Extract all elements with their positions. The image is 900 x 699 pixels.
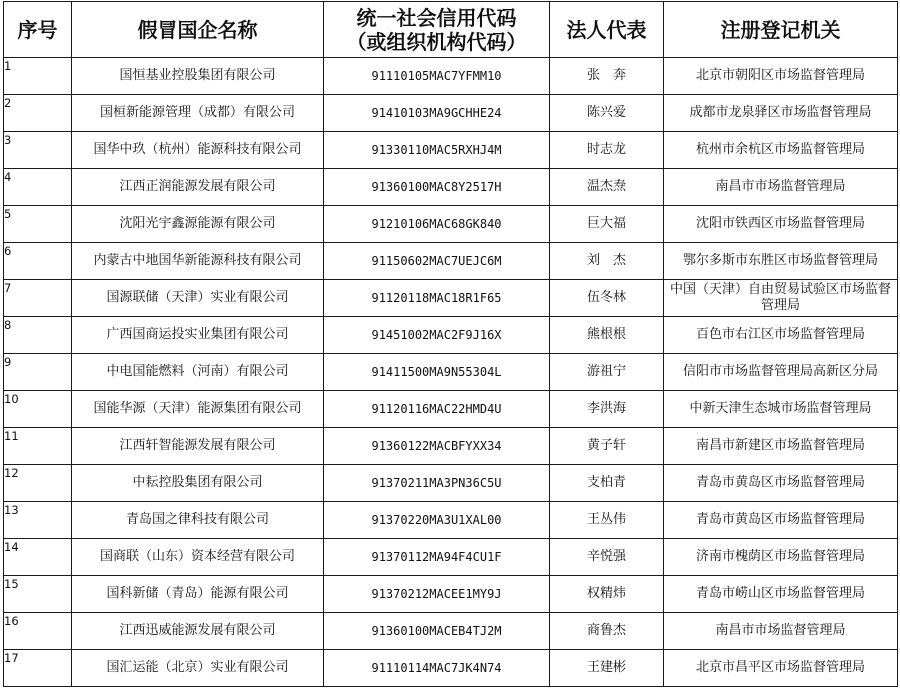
cell-credit-code: 91210106MAC68GK840 [324,206,550,243]
table-row [4,354,898,391]
cell-company: 国汇运能（北京）实业有限公司 [72,650,324,687]
table-row [4,243,898,280]
cell-authority: 中新天津生态城市场监督管理局 [664,391,898,428]
cell-legal-rep: 温杰焘 [550,169,664,206]
cell-authority: 青岛市黄岛区市场监督管理局 [664,465,898,502]
cell-index: 10 [4,391,72,428]
cell-index: 6 [4,243,72,280]
cell-company: 国科新储（青岛）能源有限公司 [72,576,324,613]
header-code-line1: 统一社会信用代码 [356,5,517,30]
cell-company: 中耘控股集团有限公司 [72,465,324,502]
cell-authority: 信阳市市场监督管理局高新区分局 [664,354,898,391]
cell-company: 江西迅威能源发展有限公司 [72,613,324,650]
cell-index: 5 [4,206,72,243]
cell-legal-rep: 商鲁杰 [550,613,664,650]
table-row [4,428,898,465]
cell-authority: 北京市朝阳区市场监督管理局 [664,58,898,95]
cell-authority: 杭州市余杭区市场监督管理局 [664,132,898,169]
cell-company: 国能华源（天津）能源集团有限公司 [72,391,324,428]
cell-company: 江西正润能源发展有限公司 [72,169,324,206]
cell-credit-code: 91120116MAC22HMD4U [324,391,550,428]
cell-credit-code: 91360100MAC8Y2517H [324,169,550,206]
cell-credit-code: 91370211MA3PN36C5U [324,465,550,502]
cell-authority: 中国（天津）自由贸易试验区市场监督管理局 [664,280,898,317]
cell-credit-code: 91370220MA3U1XAL00 [324,502,550,539]
cell-legal-rep: 熊根根 [550,317,664,354]
cell-credit-code: 91120118MAC18R1F65 [324,280,550,317]
table-row [4,613,898,650]
cell-index: 8 [4,317,72,354]
table-row [4,317,898,354]
cell-legal-rep: 张 奔 [550,58,664,95]
cell-authority: 南昌市市场监督管理局 [664,169,898,206]
header-company: 假冒国企名称 [72,2,324,58]
table-row [4,391,898,428]
cell-credit-code: 91370112MA94F4CU1F [324,539,550,576]
cell-legal-rep: 王丛伟 [550,502,664,539]
cell-credit-code: 91451002MAC2F9J16X [324,317,550,354]
table-row [4,132,898,169]
header-authority: 注册登记机关 [664,2,898,58]
cell-company: 内蒙古中地国华新能源科技有限公司 [72,243,324,280]
cell-company: 中电国能燃料（河南）有限公司 [72,354,324,391]
header-row [4,2,898,58]
cell-legal-rep: 巨大福 [550,206,664,243]
cell-legal-rep: 时志龙 [550,132,664,169]
cell-index: 4 [4,169,72,206]
cell-index: 1 [4,58,72,95]
cell-company: 青岛国之律科技有限公司 [72,502,324,539]
cell-credit-code: 91360122MACBFYXX34 [324,428,550,465]
header-code-line2: （或组织机构代码） [346,29,527,54]
cell-authority: 百色市右江区市场监督管理局 [664,317,898,354]
header-index: 序号 [4,2,72,58]
cell-legal-rep: 刘 杰 [550,243,664,280]
cell-index: 7 [4,280,72,317]
cell-index: 13 [4,502,72,539]
cell-authority: 青岛市黄岛区市场监督管理局 [664,502,898,539]
cell-legal-rep: 权精炜 [550,576,664,613]
cell-credit-code: 91330110MAC5RXHJ4M [324,132,550,169]
fake-soe-table [3,1,898,687]
cell-credit-code: 91360100MACEB4TJ2M [324,613,550,650]
cell-index: 16 [4,613,72,650]
table-row [4,539,898,576]
cell-authority: 青岛市崂山区市场监督管理局 [664,576,898,613]
cell-index: 12 [4,465,72,502]
cell-index: 15 [4,576,72,613]
table-row [4,502,898,539]
cell-authority: 沈阳市铁西区市场监督管理局 [664,206,898,243]
header-legal-rep: 法人代表 [550,2,664,58]
table-row [4,95,898,132]
cell-authority: 鄂尔多斯市东胜区市场监督管理局 [664,243,898,280]
cell-authority: 南昌市新建区市场监督管理局 [664,428,898,465]
cell-credit-code: 91410103MA9GCHHE24 [324,95,550,132]
cell-credit-code: 91370212MACEE1MY9J [324,576,550,613]
cell-legal-rep: 黄子轩 [550,428,664,465]
cell-authority: 南昌市市场监督管理局 [664,613,898,650]
cell-credit-code: 91110114MAC7JK4N74 [324,650,550,687]
cell-legal-rep: 辛悦强 [550,539,664,576]
cell-index: 11 [4,428,72,465]
cell-company: 国源联储（天津）实业有限公司 [72,280,324,317]
cell-company: 国恒基业控股集团有限公司 [72,58,324,95]
table-row [4,650,898,687]
cell-company: 广西国商运投实业集团有限公司 [72,317,324,354]
cell-credit-code: 91411500MA9N55304L [324,354,550,391]
cell-authority: 成都市龙泉驿区市场监督管理局 [664,95,898,132]
cell-company: 国商联（山东）资本经营有限公司 [72,539,324,576]
cell-company: 江西轩智能源发展有限公司 [72,428,324,465]
table-row [4,576,898,613]
table-row [4,280,898,317]
cell-index: 14 [4,539,72,576]
cell-index: 9 [4,354,72,391]
cell-index: 2 [4,95,72,132]
table-row [4,169,898,206]
cell-legal-rep: 支柏青 [550,465,664,502]
cell-company: 国桓新能源管理（成都）有限公司 [72,95,324,132]
cell-credit-code: 91110105MAC7YFMM10 [324,58,550,95]
cell-legal-rep: 陈兴爱 [550,95,664,132]
cell-index: 17 [4,650,72,687]
cell-company: 国华中玖（杭州）能源科技有限公司 [72,132,324,169]
cell-legal-rep: 李洪海 [550,391,664,428]
cell-legal-rep: 伍冬林 [550,280,664,317]
cell-company: 沈阳光宇鑫源能源有限公司 [72,206,324,243]
cell-legal-rep: 王建彬 [550,650,664,687]
cell-authority: 北京市昌平区市场监督管理局 [664,650,898,687]
table-row [4,206,898,243]
cell-credit-code: 91150602MAC7UEJC6M [324,243,550,280]
table-row [4,58,898,95]
header-code [324,2,550,58]
cell-index: 3 [4,132,72,169]
cell-authority: 济南市槐荫区市场监督管理局 [664,539,898,576]
table-row [4,465,898,502]
cell-legal-rep: 游祖宁 [550,354,664,391]
